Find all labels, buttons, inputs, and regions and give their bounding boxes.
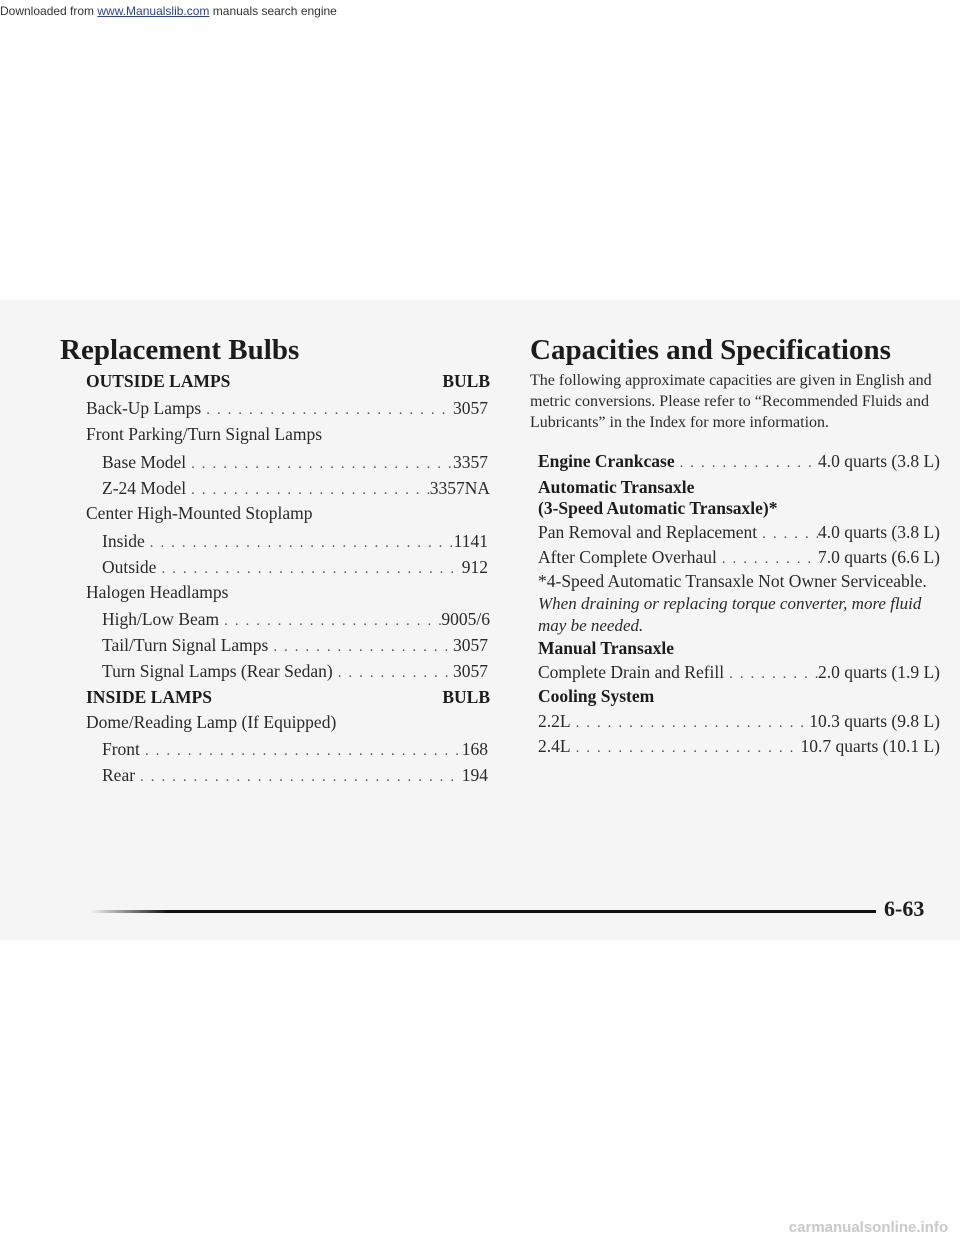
engine-crankcase-label: Engine Crankcase: [538, 451, 675, 471]
engine-22l-label: 2.2L: [538, 711, 571, 731]
dot-leader: [757, 523, 818, 545]
front-row: [102, 738, 488, 762]
base-model-label: Base Model: [102, 452, 187, 472]
z24-model-label: Z-24 Model: [102, 478, 187, 498]
complete-drain-label: Complete Drain and Refill: [538, 662, 725, 682]
dot-leader: [571, 712, 810, 734]
dot-leader: [219, 610, 441, 632]
dot-leader: [145, 532, 454, 554]
high-low-bulb: 9005/6: [441, 609, 490, 629]
page-number: 6-63: [884, 896, 925, 921]
complete-drain-value: 2.0 quarts (1.9 L): [818, 662, 940, 682]
high-low-row: [102, 608, 490, 632]
four-speed-note: *4-Speed Automatic Transaxle Not Owner Serviceable.: [538, 571, 927, 591]
outside-bulb: 912: [461, 557, 488, 577]
dome-label: Dome/Reading Lamp (If Equipped): [86, 712, 337, 732]
outside-row: [102, 556, 488, 580]
chmsl-label: Center High-Mounted Stoplamp: [86, 503, 313, 523]
torque-converter-note: When draining or replacing torque converter, more fluid may be needed.: [538, 594, 922, 635]
outside-label: Outside: [102, 557, 157, 577]
capacities-title: Capacities and Specifications: [530, 334, 891, 366]
cooling-system-heading: Cooling System: [538, 686, 655, 706]
engine-24l-value: 10.7 quarts (10.1 L): [800, 736, 940, 756]
capacities-intro: The following approximate capacities are given in English and metric conversions. Please refer to “Recommended Fluids and Lubricants” in the Index for more information.: [530, 372, 932, 431]
manual-transaxle-heading: Manual Transaxle: [538, 638, 674, 658]
rear-bulb: 194: [461, 765, 488, 785]
banner-suffix: manuals search engine: [209, 4, 337, 18]
turn-rear-row: [102, 660, 488, 684]
pan-removal-row: [538, 521, 940, 545]
rear-label: Rear: [102, 765, 136, 785]
halogen-label: Halogen Headlamps: [86, 582, 229, 602]
dot-leader: [201, 399, 453, 421]
tail-turn-row: [102, 634, 488, 658]
dot-leader: [724, 663, 818, 685]
high-low-label: High/Low Beam: [102, 609, 220, 629]
watermark: carmanualsonline.info: [788, 1219, 948, 1236]
backup-lamps-bulb: 3057: [453, 398, 488, 418]
dot-leader: [186, 453, 453, 475]
complete-drain-row: [538, 661, 940, 685]
inside-label: Inside: [102, 531, 145, 551]
tail-turn-label: Tail/Turn Signal Lamps: [102, 635, 269, 655]
inside-bulb-heading: BULB: [442, 687, 490, 707]
outside-lamps-header: [86, 370, 490, 392]
engine-22l-row: [538, 710, 940, 734]
outside-lamps-heading: OUTSIDE LAMPS: [86, 371, 231, 391]
z24-model-row: [102, 477, 490, 501]
dot-leader: [268, 636, 453, 658]
engine-24l-label: 2.4L: [538, 736, 571, 756]
inside-lamps-header: [86, 686, 490, 708]
dot-leader: [717, 548, 818, 570]
rear-row: [102, 764, 488, 788]
dot-leader: [135, 766, 462, 788]
auto-transaxle-heading: Automatic Transaxle: [538, 477, 695, 497]
z24-model-bulb: 3357NA: [429, 478, 490, 498]
pan-removal-value: 4.0 quarts (3.8 L): [818, 522, 940, 542]
manualslib-link[interactable]: www.Manualslib.com: [97, 4, 210, 18]
engine-crankcase-value: 4.0 quarts (3.8 L): [818, 451, 940, 471]
dot-leader: [156, 558, 461, 580]
after-overhaul-value: 7.0 quarts (6.6 L): [818, 547, 940, 567]
engine-crankcase-row: [538, 450, 940, 474]
backup-lamps-row: [86, 397, 488, 421]
dot-leader: [140, 740, 462, 762]
footer-rule: [90, 910, 876, 913]
auto-transaxle-subheading: (3-Speed Automatic Transaxle)*: [538, 498, 778, 518]
base-model-bulb: 3357: [453, 452, 488, 472]
dot-leader: [186, 479, 430, 501]
dot-leader: [333, 662, 453, 684]
replacement-bulbs-title: Replacement Bulbs: [60, 334, 300, 366]
turn-rear-label: Turn Signal Lamps (Rear Sedan): [102, 661, 333, 681]
dot-leader: [675, 452, 818, 474]
engine-24l-row: [538, 735, 940, 759]
turn-rear-bulb: 3057: [453, 661, 488, 681]
engine-22l-value: 10.3 quarts (9.8 L): [809, 711, 940, 731]
backup-lamps-label: Back-Up Lamps: [86, 398, 202, 418]
after-overhaul-label: After Complete Overhaul: [538, 547, 717, 567]
after-overhaul-row: [538, 546, 940, 570]
inside-bulb: 1141: [453, 531, 488, 551]
banner-prefix: Downloaded from: [0, 4, 98, 18]
outside-bulb-heading: BULB: [442, 371, 490, 391]
pan-removal-label: Pan Removal and Replacement: [538, 522, 758, 542]
tail-turn-bulb: 3057: [453, 635, 488, 655]
base-model-row: [102, 451, 488, 475]
dot-leader: [571, 737, 801, 759]
front-label: Front: [102, 739, 140, 759]
manual-page: [0, 300, 960, 940]
front-bulb: 168: [461, 739, 488, 759]
download-banner: [0, 4, 337, 18]
inside-row: [102, 530, 488, 554]
inside-lamps-heading: INSIDE LAMPS: [86, 687, 212, 707]
front-parking-label: Front Parking/Turn Signal Lamps: [86, 424, 323, 444]
